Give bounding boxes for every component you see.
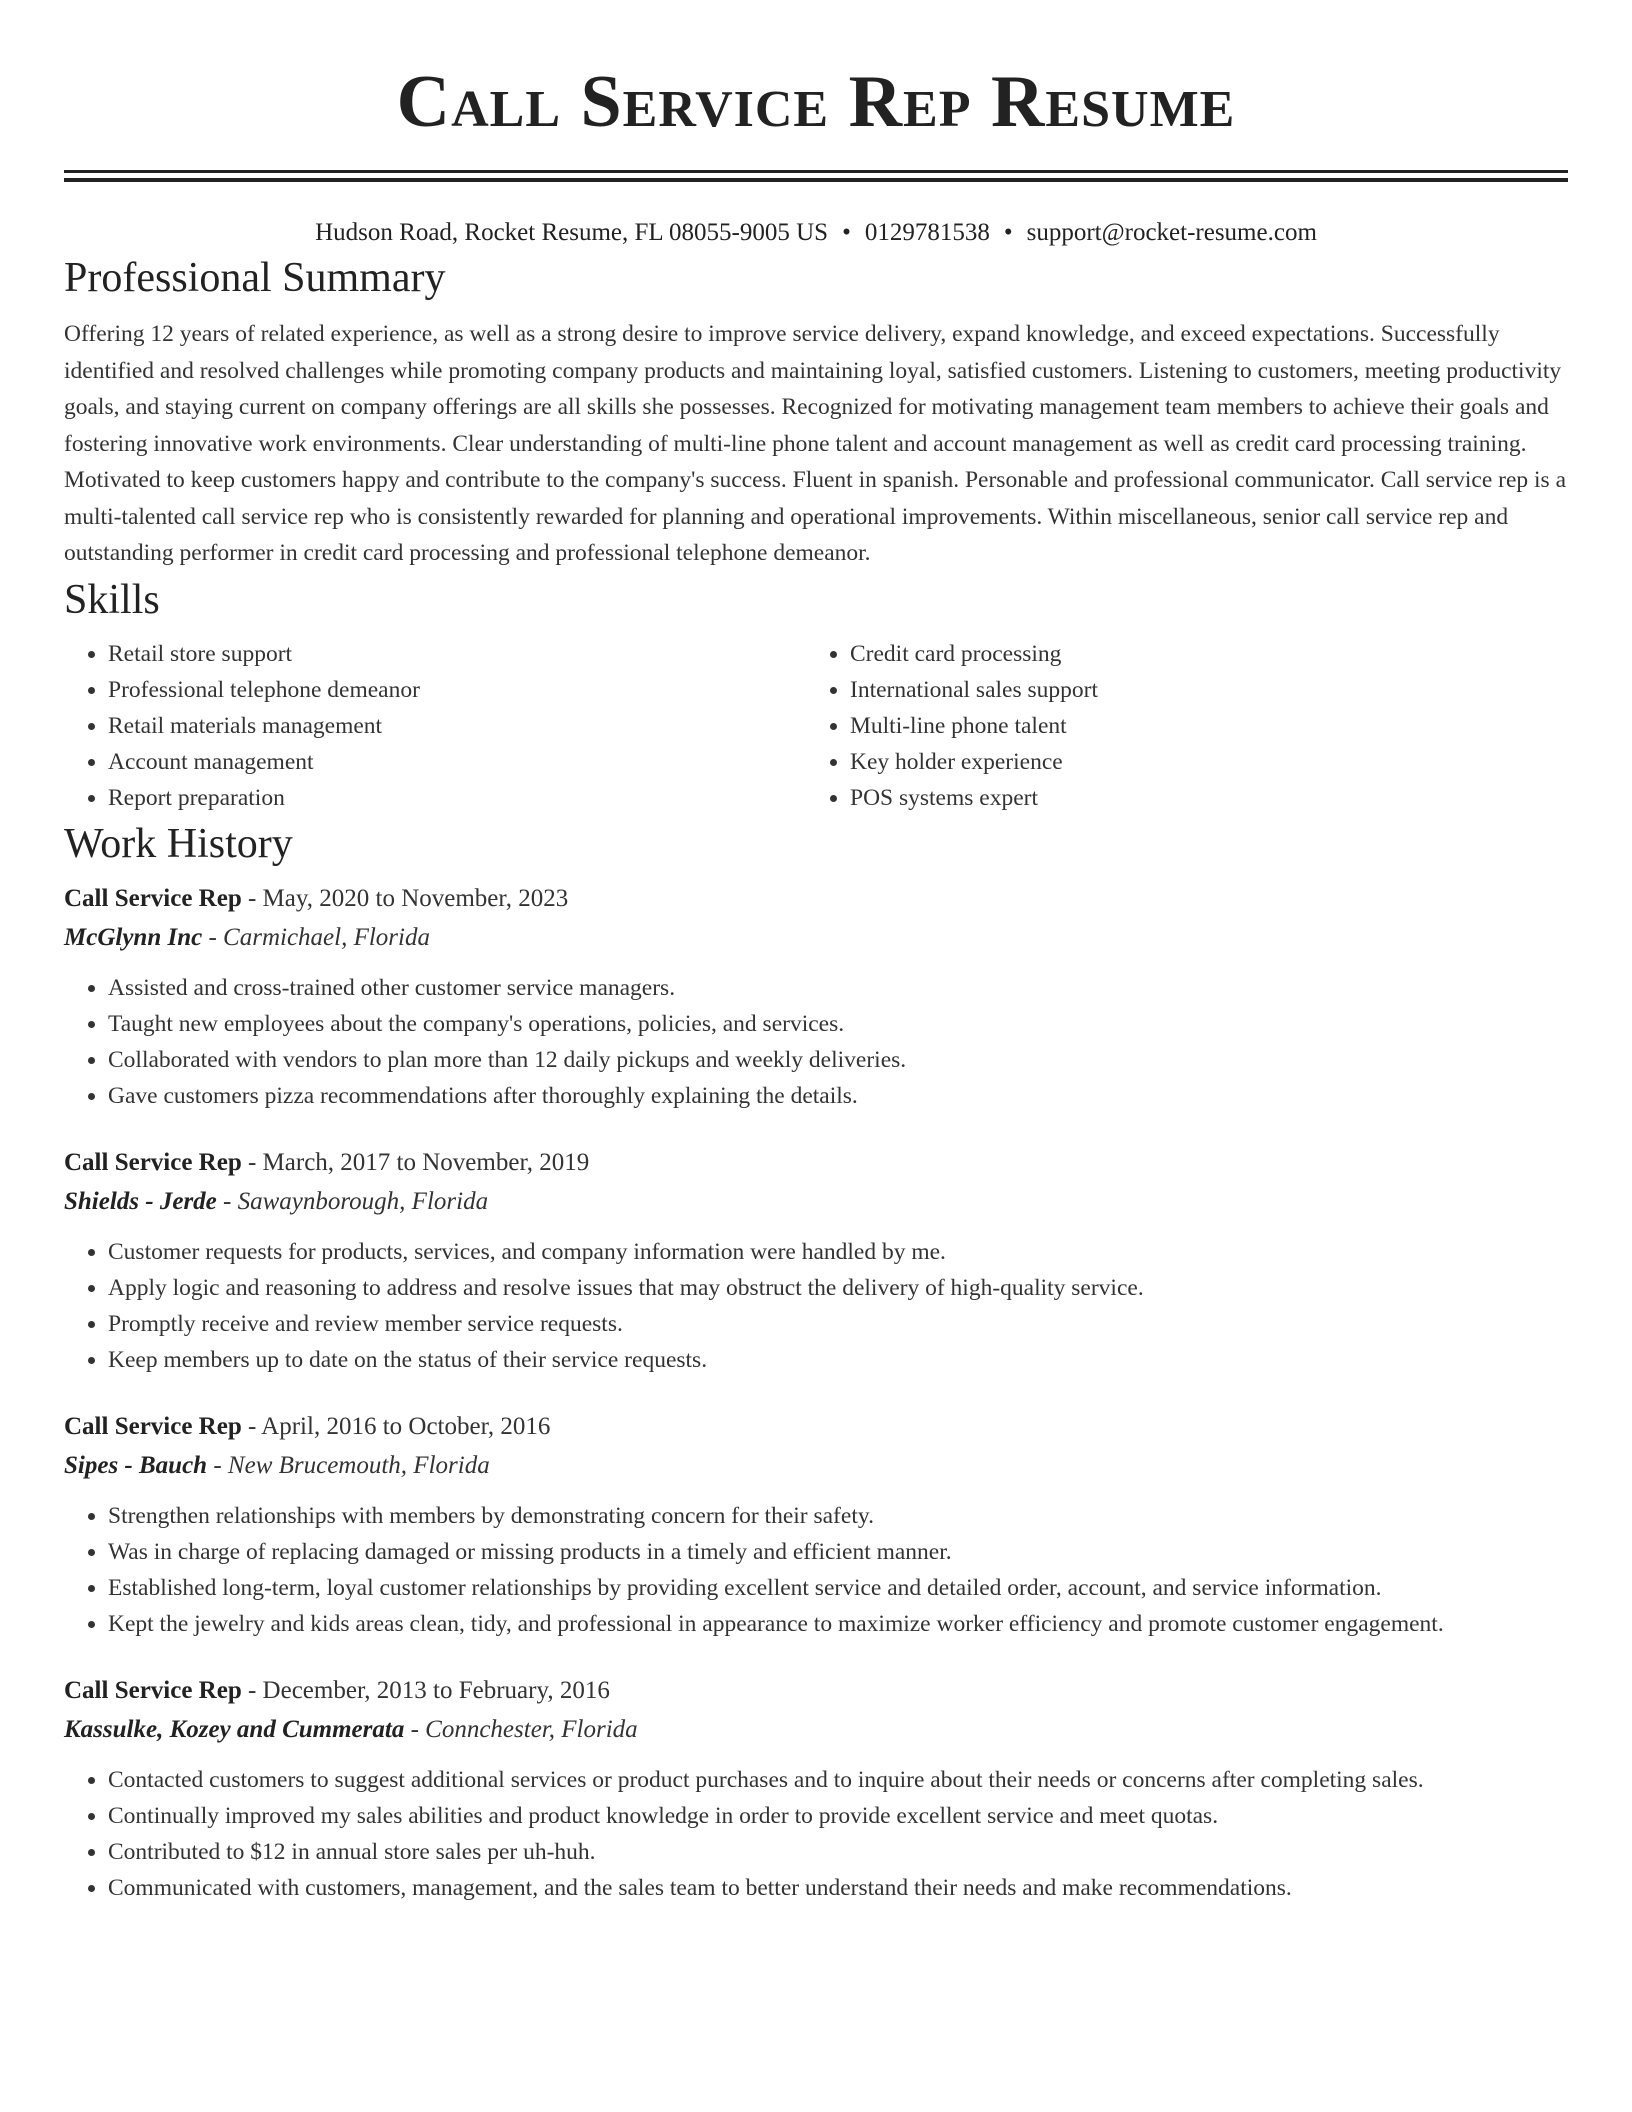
job-company: Sipes - Bauch (64, 1451, 208, 1479)
job-duty: • Taught new employees about the company's operations, policies, and services. (108, 1006, 1568, 1042)
job-duty: • Customer requests for products, services, and company information were handled by me. (108, 1234, 1568, 1270)
skills-column-left (64, 636, 806, 816)
job-employer (64, 1446, 1568, 1486)
skill-item: • Key holder experience (850, 744, 1548, 780)
contact-email: support@rocket-resume.com (1026, 219, 1317, 246)
job-duty: • Promptly receive and review member service requests. (108, 1306, 1568, 1342)
job-employer (64, 918, 1568, 958)
job-duty: • Contacted customers to suggest additional services or product purchases and to inquire about their needs or concerns after completing sales. (108, 1762, 1568, 1798)
skill-item: • Multi-line phone talent (850, 708, 1548, 744)
job-duty: • Assisted and cross-trained other customer service managers. (108, 970, 1568, 1006)
skills-list-left (64, 636, 806, 816)
job-entry (64, 1408, 1568, 1642)
job-duty: • Kept the jewelry and kids areas clean, tidy, and professional in appearance to maximize worker efficiency and promote customer engagement. (108, 1606, 1568, 1642)
job-duties (64, 1498, 1568, 1642)
contact-separator: • (842, 219, 851, 246)
job-entry (64, 1672, 1568, 1906)
job-location: - New Brucemouth, Florida (207, 1451, 490, 1479)
skill-item: • Retail store support (108, 636, 806, 672)
job-location: - Sawaynborough, Florida (216, 1187, 489, 1215)
job-duty: • Strengthen relationships with members by demonstrating concern for their safety. (108, 1498, 1568, 1534)
job-company: Kassulke, Kozey and Cummerata (64, 1715, 405, 1743)
skill-item: • Report preparation (108, 780, 806, 816)
job-role: Call Service Rep (64, 1148, 242, 1176)
job-duty: • Continually improved my sales abilities and product knowledge in order to provide excellent service and meet quotas. (108, 1798, 1568, 1834)
skill-item: • Account management (108, 744, 806, 780)
job-role: Call Service Rep (64, 884, 242, 912)
skill-item: • Credit card processing (850, 636, 1548, 672)
job-header (64, 1144, 1568, 1182)
skill-item: • Professional telephone demeanor (108, 672, 806, 708)
job-duty: • Keep members up to date on the status of their service requests. (108, 1342, 1568, 1378)
job-entry (64, 880, 1568, 1114)
job-duty: • Collaborated with vendors to plan more than 12 daily pickups and weekly deliveries. (108, 1042, 1568, 1078)
job-header (64, 1408, 1568, 1446)
job-location: - Connchester, Florida (404, 1715, 638, 1743)
job-duties (64, 1234, 1568, 1378)
job-duties (64, 1762, 1568, 1906)
skill-item: • Retail materials management (108, 708, 806, 744)
job-duty: • Contributed to $12 in annual store sales per uh-huh. (108, 1834, 1568, 1870)
job-employer (64, 1182, 1568, 1222)
skills-column-right (806, 636, 1548, 816)
resume-title: Call Service Rep Resume (396, 61, 1236, 143)
summary-text: Offering 12 years of related experience, as well as a strong desire to improve service delivery, expand knowledge, and exceed expectations. Successfully identified and resolved challenges while promoting company products and maintaining loyal, satisfied customers. Listening to customers, meeting productivity goals, and staying current on company offerings are all skills she possesses. Recognized for motivating management team members to achieve their goals and fostering innovative work environments. Clear understanding of multi-line phone talent and account management as well as credit card processing training. Motivated to keep customers happy and contribute to the company's success. Fluent in spanish. Personable and professional communicator. Call service rep is a multi-talented call service rep who is consistently rewarded for planning and operational improvements. Within miscellaneous, senior call service rep and outstanding performer in credit card processing and professional telephone demeanor. (64, 321, 1567, 566)
job-duty: • Established long-term, loyal customer relationships by providing excellent service and detailed order, account, and service information. (108, 1570, 1568, 1606)
skill-item: • POS systems expert (850, 780, 1548, 816)
job-company: Shields - Jerde (64, 1187, 217, 1215)
skills-grid (64, 636, 1568, 816)
skills-heading: Skills (64, 576, 160, 623)
contact-separator: • (1003, 219, 1013, 246)
job-dates: - May, 2020 to November, 2023 (241, 884, 569, 912)
job-company: McGlynn Inc (64, 923, 203, 951)
work-history-heading: Work History (64, 820, 293, 867)
job-duty: • Was in charge of replacing damaged or missing products in a timely and efficient manner. (108, 1534, 1568, 1570)
job-entry (64, 1144, 1568, 1378)
job-employer (64, 1710, 1568, 1750)
contact-phone: 0129781538 (864, 219, 990, 246)
job-location: - Carmichael, Florida (202, 923, 430, 951)
contact-address: Hudson Road, Rocket Resume, FL 08055-9005 US (315, 219, 829, 246)
job-header (64, 880, 1568, 918)
job-dates: - April, 2016 to October, 2016 (241, 1412, 551, 1440)
summary-heading: Professional Summary (64, 255, 446, 301)
title-divider (64, 170, 1568, 182)
job-duty: • Gave customers pizza recommendations after thoroughly explaining the details. (108, 1078, 1568, 1114)
job-role: Call Service Rep (64, 1676, 242, 1704)
skills-list-right (806, 636, 1548, 816)
job-duty: • Communicated with customers, management, and the sales team to better understand their needs and make recommendations. (108, 1870, 1568, 1906)
job-role: Call Service Rep (64, 1412, 242, 1440)
job-header (64, 1672, 1568, 1710)
skill-item: • International sales support (850, 672, 1548, 708)
job-dates: - December, 2013 to February, 2016 (241, 1676, 610, 1704)
job-duty: • Apply logic and reasoning to address and resolve issues that may obstruct the delivery of high-quality service. (108, 1270, 1568, 1306)
job-duties (64, 970, 1568, 1114)
contact-line (64, 216, 1568, 250)
job-dates: - March, 2017 to November, 2019 (241, 1148, 590, 1176)
